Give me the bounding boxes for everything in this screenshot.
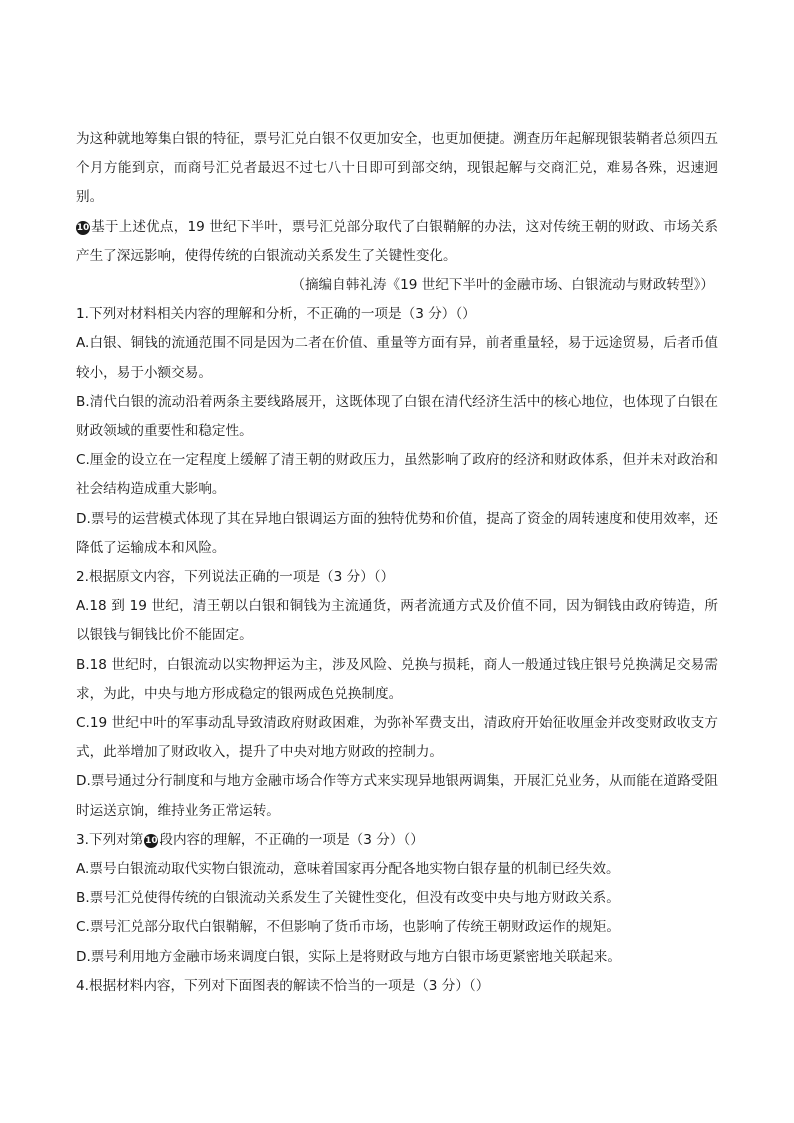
question-stem: 2.根据原文内容，下列说法正确的一项是（3 分）（） (76, 569, 395, 586)
question-stem: 1.下列对材料相关内容的理解和分析，不正确的一项是（3 分）（） (76, 306, 476, 323)
option-b: B.18 世纪时，白银流动以实物押运为主，涉及风险、兑换与损耗，商人一般通过钱庄银号兑换满足交易需求，为此，中央与地方形成稳定的银两成色兑换制度。 (76, 656, 718, 702)
question-2 (76, 563, 718, 826)
paragraph-10-text: 基于上述优点，19 世纪下半叶，票号汇兑部分取代了白银鞘解的办法，这对传统王朝的财政、市场关系产生了深远影响，使得传统的白银流动关系发生了关键性变化。 (76, 218, 718, 264)
option-d: D.票号利用地方金融市场来调度白银，实际上是将财政与地方白银市场更紧密地关联起来。 (76, 948, 621, 965)
option-d: D.票号通过分行制度和与地方金融市场合作等方式来实现异地银两调集，开展汇兑业务，从而能在道路受阻时运送京饷，维持业务正常运转。 (76, 773, 718, 819)
option-b: B.清代白银的流动沿着两条主要线路展开，这既体现了白银在清代经济生活中的核心地位，也体现了白银在财政领域的重要性和稳定性。 (76, 393, 718, 440)
question-4 (76, 972, 718, 1001)
option-c: C.19 世纪中叶的军事动乱导致清政府财政困难，为弥补军费支出，清政府开始征收厘金并改变财政收支方式，此举增加了财政收入，提升了中央对地方财政的控制力。 (76, 715, 718, 761)
question-stem (76, 826, 718, 855)
question-3 (76, 826, 718, 972)
option-b: B.票号汇兑使得传统的白银流动关系发生了关键性变化，但没有改变中央与地方财政关系。 (76, 890, 620, 907)
option-a: A.18 到 19 世纪，清王朝以白银和铜钱为主流通货，两者流通方式及价值不同，因为铜钱由政府铸造，所以银钱与铜钱比价不能固定。 (76, 598, 718, 644)
option-a: A.票号白银流动取代实物白银流动，意味着国家再分配各地实物白银存量的机制已经失效。 (76, 861, 620, 878)
option-d: D.票号的运营模式体现了其在异地白银调运方面的独特优势和价值，提高了资金的周转速度和使用效率，还降低了运输成本和风险。 (76, 510, 718, 556)
circled-number-10: 10 (145, 835, 158, 846)
question-stem: 4.根据材料内容，下列对下面图表的解读不恰当的一项是（3 分）（） (76, 977, 490, 994)
question-1 (76, 300, 718, 563)
option-a: A.白银、铜钱的流通范围不同是因为二者在价值、重量等方面有异，前者重量轻，易于远途贸易，后者币值较小，易于小额交易。 (76, 335, 718, 381)
circled-number-10: 10 (76, 222, 90, 233)
passage-paragraph-10 (76, 213, 718, 271)
passage (76, 125, 718, 300)
passage-paragraph-intro: 为这种就地筹集白银的特征，票号汇兑白银不仅更加安全，也更加便捷。溯查历年起解现银装鞘者总须四五个月方能到京，而商号汇兑者最迟不过七八十日即可到部交纳，现银起解与交商汇兑，难易各殊，迟速迥别。 (76, 131, 718, 206)
stem-text-after: 段内容的理解，不正确的一项是（3 分）（） (159, 831, 424, 848)
passage-source: （摘编自韩礼涛《19 世纪下半叶的金融市场、白银流动与财政转型》） (291, 277, 714, 294)
stem-text-before: 3.下列对第 (76, 831, 144, 848)
option-c: C.票号汇兑部分取代白银鞘解，不但影响了货币市场，也影响了传统王朝财政运作的规矩。 (76, 919, 620, 936)
option-c: C.厘金的设立在一定程度上缓解了清王朝的财政压力，虽然影响了政府的经济和财政体系，但并未对政治和社会结构造成重大影响。 (76, 452, 718, 498)
